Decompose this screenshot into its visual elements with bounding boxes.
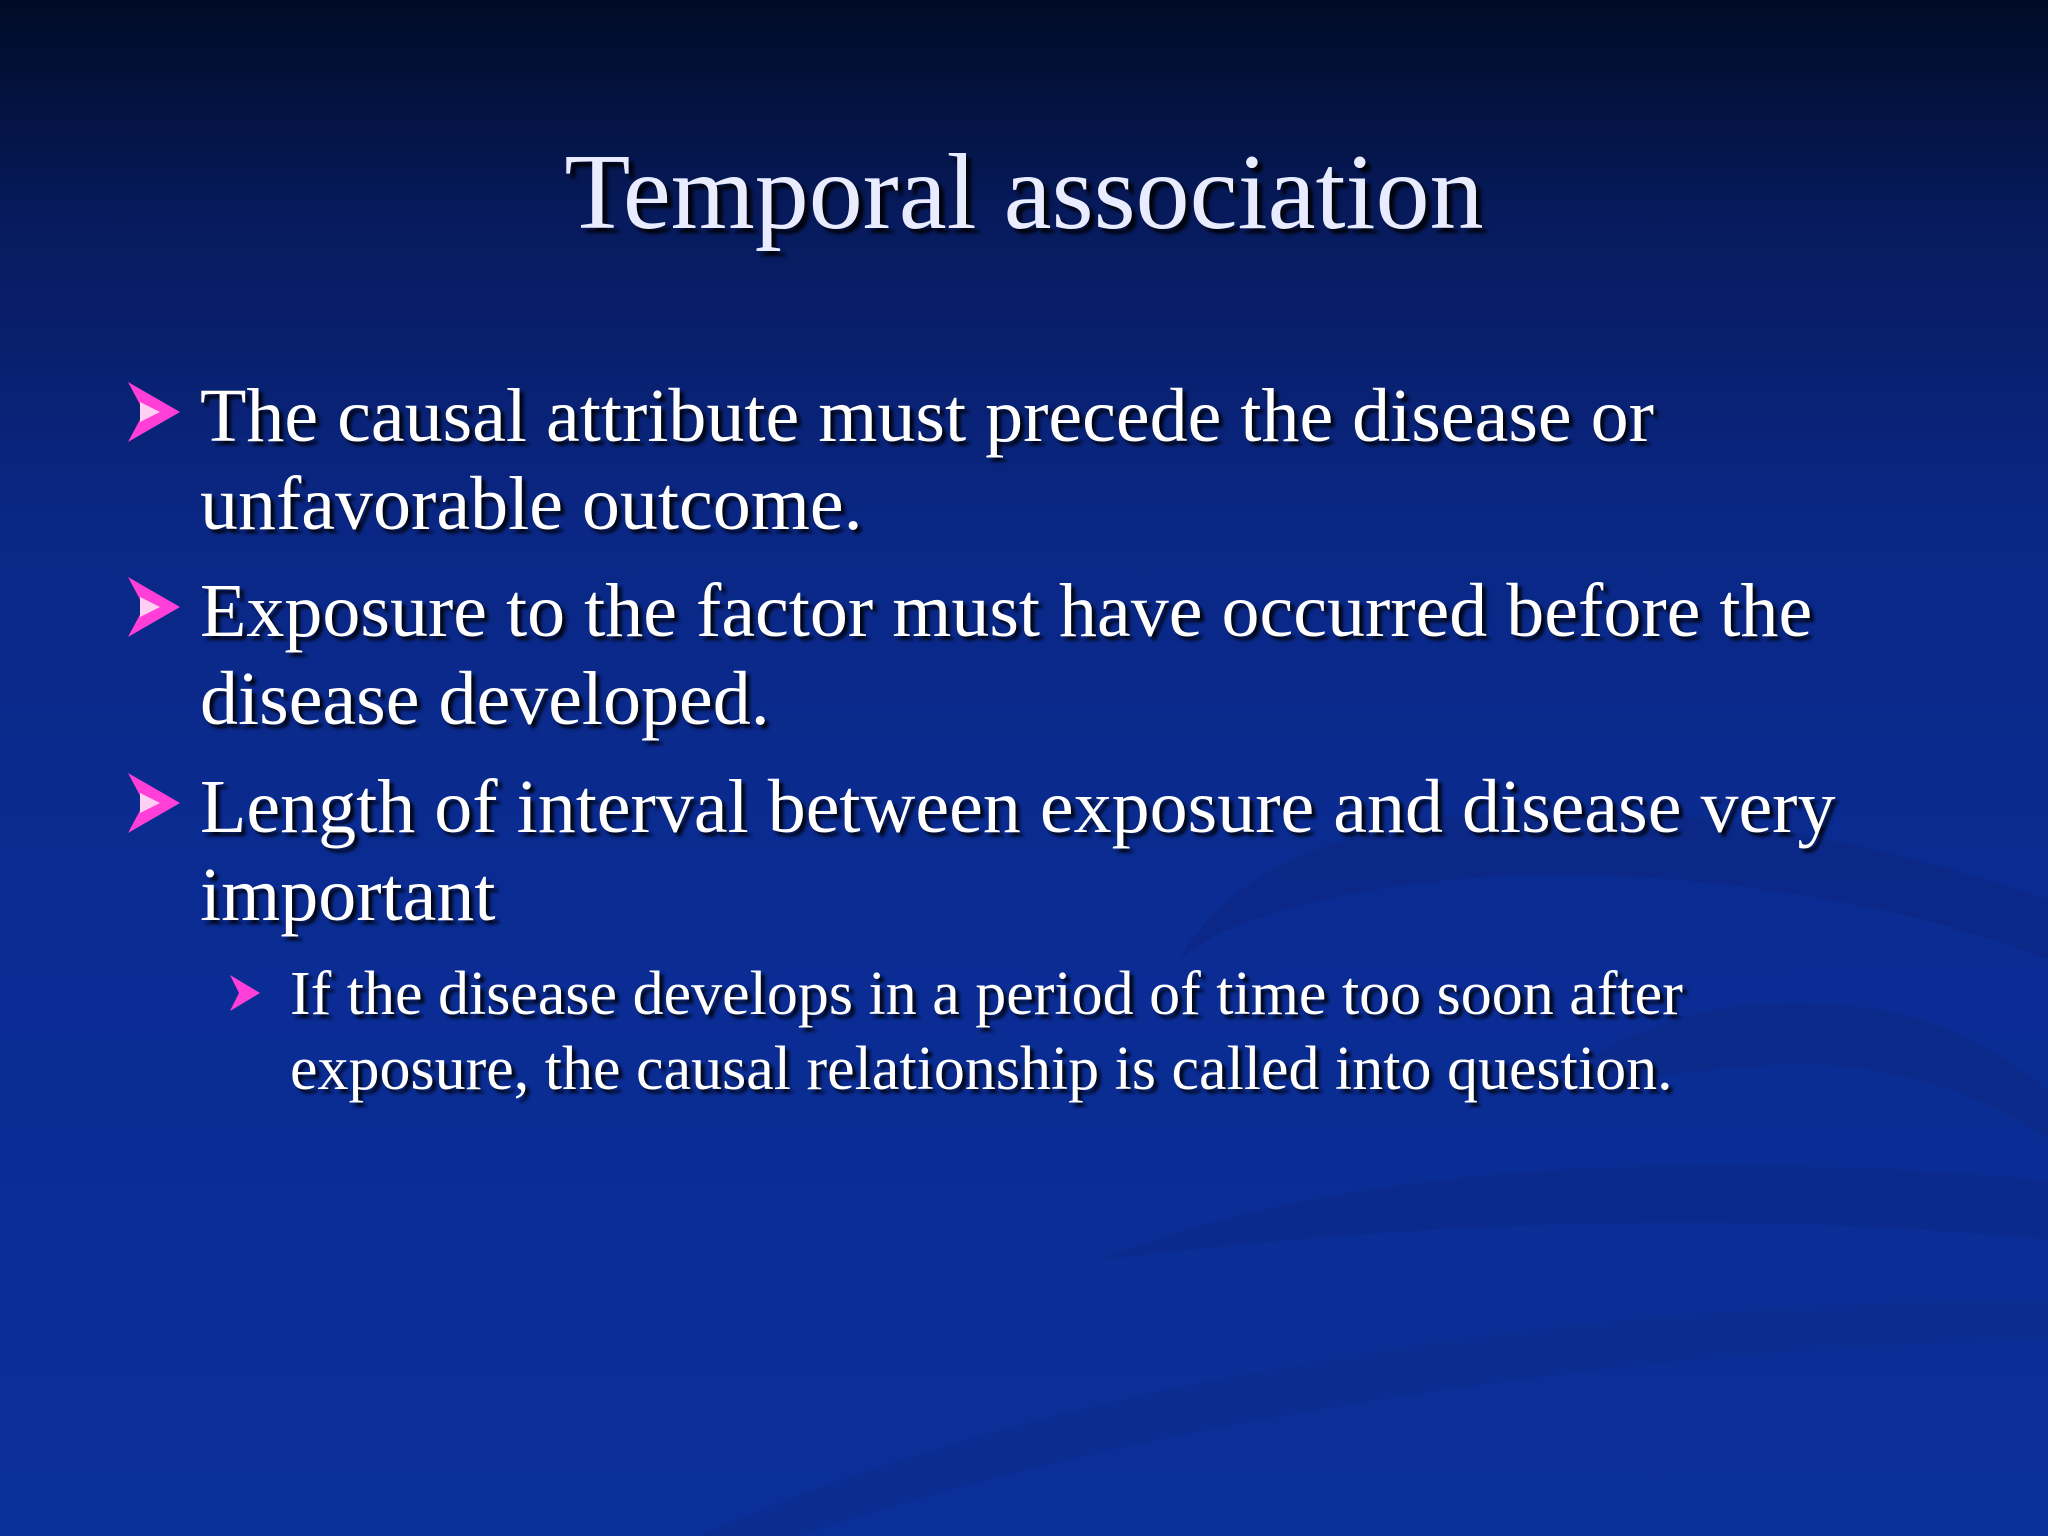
bullet-item — [200, 763, 1900, 939]
arrowhead-bullet-icon — [126, 575, 182, 639]
bullet-item — [200, 567, 1900, 743]
slide-title: Temporal association — [564, 133, 1484, 252]
bullet-text: Length of interval between exposure and disease very important — [200, 765, 1836, 937]
arrowhead-bullet-icon — [126, 771, 182, 835]
bullet-text: Exposure to the factor must have occurred before the disease developed. — [200, 569, 1813, 741]
sub-bullet-text: If the disease develops in a period of time too soon after exposure, the causal relationship is called into question. — [290, 960, 1683, 1103]
small-arrowhead-bullet-icon — [228, 973, 262, 1013]
arrowhead-bullet-icon — [126, 380, 182, 444]
bullet-text: The causal attribute must precede the disease or unfavorable outcome. — [200, 374, 1654, 546]
sub-bullet-item — [290, 957, 1890, 1107]
bullet-item — [200, 372, 1900, 548]
